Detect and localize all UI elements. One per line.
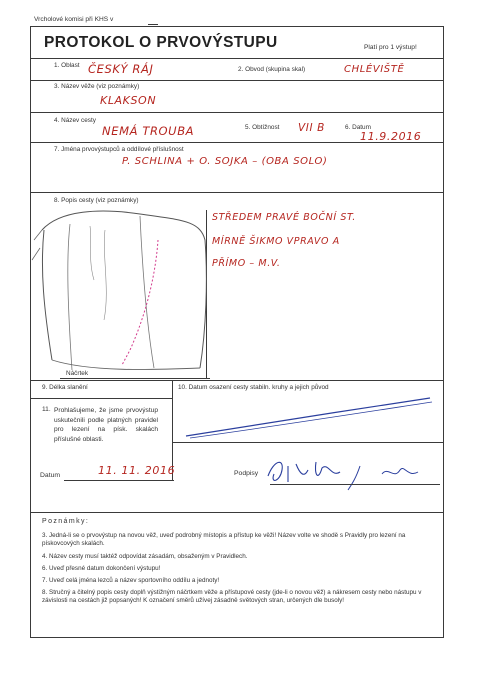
datum-value: 11.9.2016 bbox=[360, 130, 422, 143]
divider bbox=[30, 380, 444, 381]
declaration-text: Prohlašujeme, že jsme prvovýstup uskutečnili podle platných pravidel pro lezení na písk. skalách příslušné oblasti. bbox=[54, 407, 158, 443]
divider bbox=[30, 192, 444, 193]
declaration-number: 11. bbox=[42, 406, 51, 413]
note-item: 4. Název cesty musí taktéž odpovídat zásadám, obsaženým v Pravidlech. bbox=[42, 553, 248, 560]
divider bbox=[30, 112, 444, 113]
oblast-label: 1. Oblast bbox=[54, 62, 80, 69]
nacrtek-label: Náčrtek bbox=[66, 370, 89, 377]
note-item: 3. Jedná-li se o prvovýstup na novou věž, uveď podrobný místopis a přístup ke věži! Název volte ve shodě s Pravidly pro lezení na pískovcových skalách. bbox=[42, 532, 406, 547]
podpisy-label: Podpisy bbox=[234, 470, 259, 477]
obvod-label: 2. Obvod (skupina skal) bbox=[238, 66, 306, 73]
datum-decl-value: 11. 11. 2016 bbox=[98, 464, 176, 477]
popis-label: 8. Popis cesty (viz poznámky) bbox=[54, 197, 139, 204]
popis-line-3: PŘÍMO – M.V. bbox=[212, 258, 281, 269]
notes-heading: Poznámky: bbox=[42, 518, 90, 525]
copies-note: Platí pro 1 výstup! bbox=[364, 44, 417, 51]
nacrtek-underline bbox=[60, 378, 210, 379]
note-item: 6. Uveď přesné datum dokončení výstupu! bbox=[42, 565, 161, 572]
page-title: PROTOKOL O PRVOVÝSTUPU bbox=[44, 34, 278, 51]
cesta-value: NEMÁ TROUBA bbox=[102, 124, 195, 138]
cesta-label: 4. Název cesty bbox=[54, 117, 96, 124]
datum-underline bbox=[64, 480, 174, 481]
popis-line-1: STŘEDEM PRAVÉ BOČNÍ ST. bbox=[212, 212, 356, 223]
podpisy-underline bbox=[270, 484, 440, 485]
slaneni-label: 9. Délka slanění bbox=[42, 384, 88, 391]
obtiznost-label: 5. Obtížnost bbox=[245, 124, 280, 131]
popis-line-2: MÍRNĚ ŠIKMO VPRAVO A bbox=[212, 236, 340, 247]
datum-osazeni-label: 10. Datum osazení cesty stabiln. kruhy a jejich původ bbox=[178, 384, 329, 391]
route-sketch bbox=[30, 200, 210, 380]
divider bbox=[30, 58, 444, 59]
jmena-value: P. SCHLINA + O. SOJKA – (OBA SOLO) bbox=[122, 156, 328, 167]
divider bbox=[172, 442, 444, 443]
signature bbox=[262, 452, 442, 492]
divider bbox=[30, 80, 444, 81]
top-note-line bbox=[148, 24, 158, 25]
vez-value: KLAKSON bbox=[100, 94, 157, 107]
vez-label: 3. Název věže (viz poznámky) bbox=[54, 83, 140, 90]
divider bbox=[30, 142, 444, 143]
divider bbox=[30, 398, 172, 399]
jmena-label: 7. Jména prvovýstupců a oddílové příslušnost bbox=[54, 146, 184, 153]
obtiznost-value: VII B bbox=[298, 122, 325, 134]
datum-decl-label: Datum bbox=[40, 472, 61, 479]
divider bbox=[30, 512, 444, 513]
top-note: Vrcholové komisi při KHS v bbox=[34, 16, 114, 23]
oblast-value: ČESKÝ RÁJ bbox=[88, 62, 154, 76]
obvod-value: CHLÉVIŠTĚ bbox=[344, 64, 405, 75]
note-item: 7. Uveď celá jména lezců a název sportovního oddílu a jednoty! bbox=[42, 577, 220, 584]
note-item: 8. Stručný a čitelný popis cesty doplň výstižným náčrtkem věže a přístupové cesty (jde-li o novou věž) a nákresem cesty nebo nástupu v závislosti na cestách již popsaných! K označení směrů užívej zásadně světových stran, určených dle busoly! bbox=[42, 589, 422, 604]
strike-through-mark bbox=[180, 394, 440, 444]
datum-label: 6. Datum bbox=[345, 124, 371, 131]
